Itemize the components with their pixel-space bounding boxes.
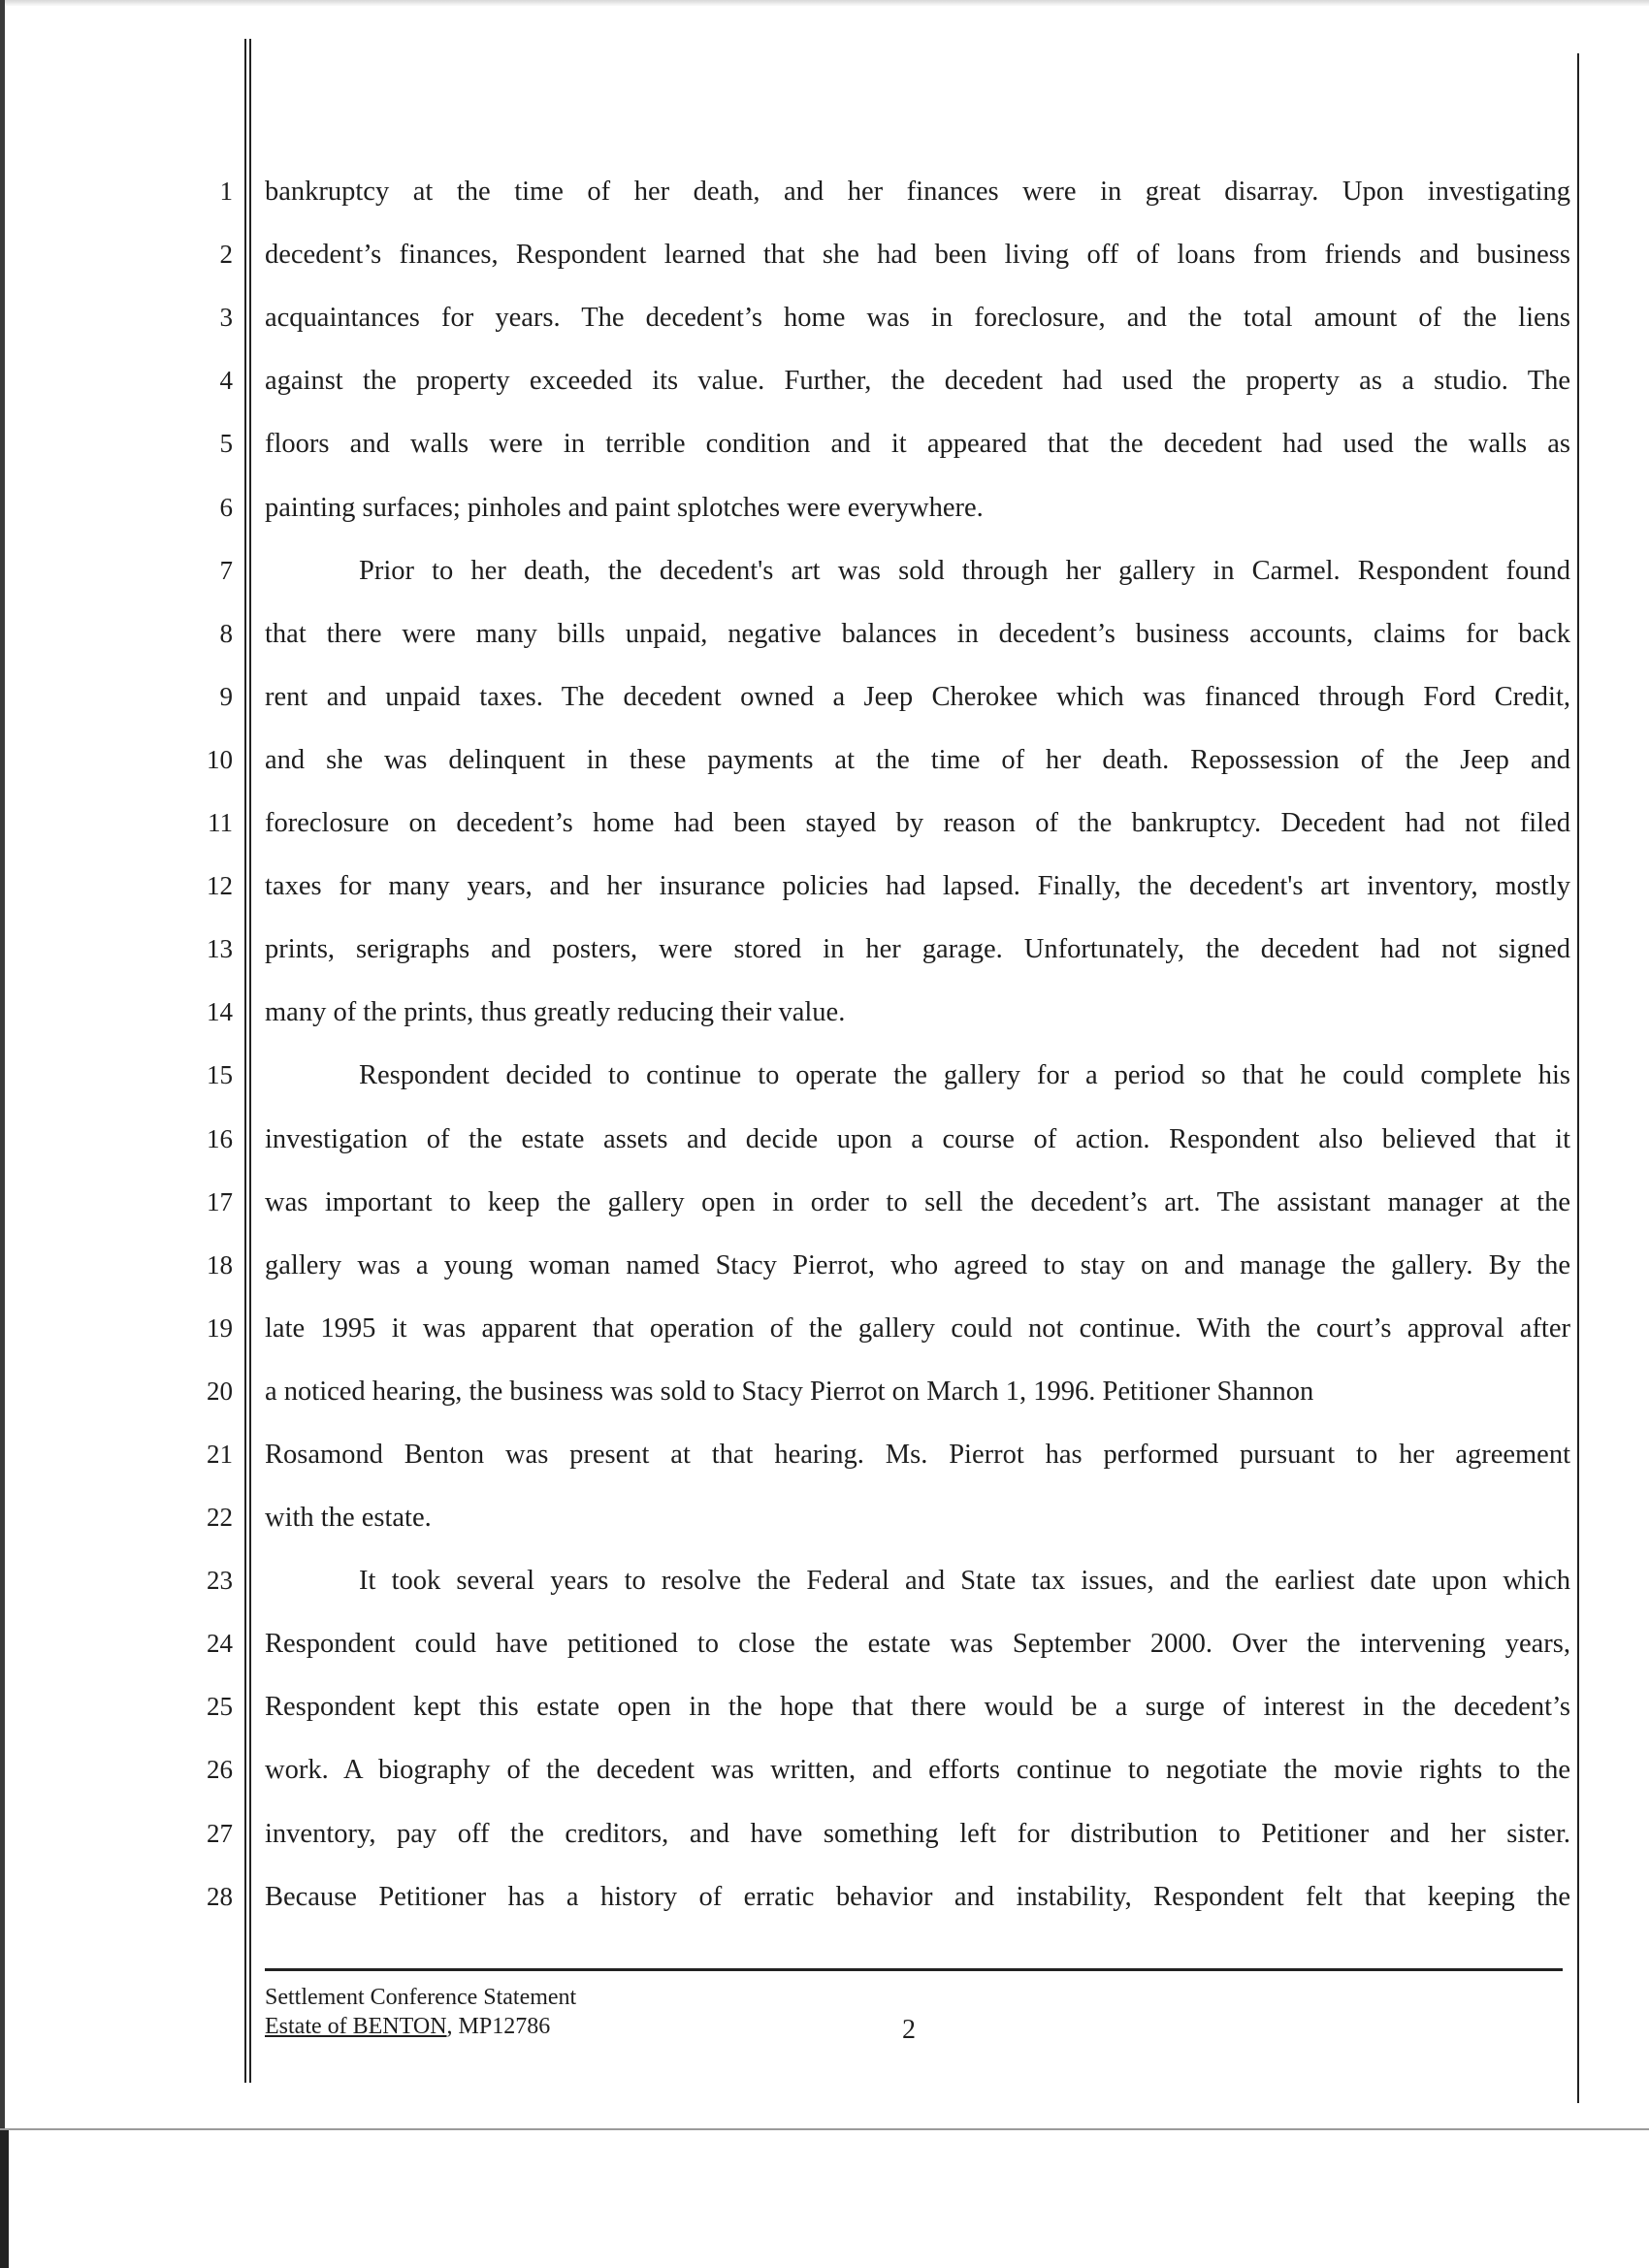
line-number: 6: [219, 493, 233, 522]
pleading-line-text: decedent’s finances, Respondent learned that she had been living off of loans from friends and business: [265, 240, 1570, 270]
line-number: 18: [207, 1250, 233, 1280]
line-number: 28: [207, 1882, 233, 1911]
line-number: 5: [219, 429, 233, 458]
page-number: 2: [902, 2015, 916, 2045]
line-number: 22: [207, 1503, 233, 1532]
line-number: 3: [219, 303, 233, 332]
line-number: 26: [207, 1755, 233, 1784]
scan-page-edge: [0, 2128, 1649, 2130]
pleading-line-text: Respondent decided to continue to operate the gallery for a period so that he could complete his: [359, 1060, 1570, 1090]
pleading-line-text: Prior to her death, the decedent's art was sold through her gallery in Carmel. Respondent found: [359, 556, 1570, 586]
line-number: 24: [207, 1629, 233, 1658]
line-number: 8: [219, 619, 233, 648]
footer-case-caption: [265, 2012, 550, 2041]
pleading-line-text: Respondent kept this estate open in the hope that there would be a surge of interest in the decedent’s: [265, 1692, 1570, 1722]
line-number: 13: [207, 934, 233, 963]
left-margin-double-rule: [244, 39, 251, 2083]
line-number: 12: [207, 871, 233, 900]
pleading-line-text: It took several years to resolve the Federal and State tax issues, and the earliest date upon which: [359, 1566, 1570, 1596]
footer-rule: [265, 1968, 1563, 1971]
pleading-line-text: and she was delinquent in these payments at the time of her death. Repossession of the Jeep and: [265, 745, 1570, 775]
line-number: 10: [207, 745, 233, 774]
pleading-line-text: gallery was a young woman named Stacy Pierrot, who agreed to stay on and manage the gallery. By the: [265, 1250, 1570, 1280]
pleading-line-text: against the property exceeded its value. Further, the decedent had used the property as a studio. The: [265, 366, 1570, 396]
line-number: 7: [219, 556, 233, 585]
pleading-line-text: acquaintances for years. The decedent’s home was in foreclosure, and the total amount of the liens: [265, 303, 1570, 333]
line-number: 1: [219, 177, 233, 206]
pleading-line-text: Rosamond Benton was present at that hearing. Ms. Pierrot has performed pursuant to her agreement: [265, 1440, 1570, 1470]
pleading-line-text: Respondent could have petitioned to close the estate was September 2000. Over the intervening years,: [265, 1629, 1570, 1659]
scan-left-edge: [0, 0, 5, 2129]
scan-top-shadow: [0, 0, 1649, 6]
pleading-line-text: that there were many bills unpaid, negative balances in decedent’s business accounts, claims for back: [265, 619, 1570, 649]
pleading-line-text: investigation of the estate assets and decide upon a course of action. Respondent also believed that it: [265, 1124, 1570, 1154]
line-number: 20: [207, 1377, 233, 1406]
pleading-line-text: was important to keep the gallery open in order to sell the decedent’s art. The assistant manager at the: [265, 1187, 1570, 1217]
line-number: 16: [207, 1124, 233, 1153]
pleading-line-text: floors and walls were in terrible condition and it appeared that the decedent had used the walls as: [265, 429, 1570, 459]
line-number: 14: [207, 997, 233, 1026]
pleading-line-text: inventory, pay off the creditors, and have something left for distribution to Petitioner and her sister.: [265, 1819, 1570, 1849]
line-number: 17: [207, 1187, 233, 1216]
right-margin-rule: [1577, 53, 1579, 2103]
pleading-line-text: late 1995 it was apparent that operation of the gallery could not continue. With the court’s approval after: [265, 1313, 1570, 1344]
pleading-line-text: work. A biography of the decedent was written, and efforts continue to negotiate the movie rights to the: [265, 1755, 1570, 1785]
pleading-line-text: with the estate.: [265, 1503, 432, 1533]
line-number: 21: [207, 1440, 233, 1469]
pleading-line-text: taxes for many years, and her insurance policies had lapsed. Finally, the decedent's art inventory, mostly: [265, 871, 1570, 901]
pleading-line-text: prints, serigraphs and posters, were stored in her garage. Unfortunately, the decedent had not signed: [265, 934, 1570, 964]
footer-case-name: Estate of BENTON: [265, 2014, 447, 2039]
pleading-line-text: bankruptcy at the time of her death, and her finances were in great disarray. Upon investigating: [265, 177, 1570, 207]
line-number: 9: [219, 682, 233, 711]
pleading-line-text: rent and unpaid taxes. The decedent owned a Jeep Cherokee which was financed through Ford Credit,: [265, 682, 1570, 712]
pleading-line-text: Because Petitioner has a history of erratic behavior and instability, Respondent felt that keeping the: [265, 1882, 1570, 1912]
pleading-line-text: a noticed hearing, the business was sold to Stacy Pierrot on March 1, 1996. Petitioner Shannon: [265, 1377, 1314, 1407]
line-number: 27: [207, 1819, 233, 1848]
scan-left-edge-bottom: [0, 2129, 9, 2268]
line-number: 19: [207, 1313, 233, 1343]
footer-document-title: Settlement Conference Statement: [265, 1985, 577, 2010]
footer-case-number: , MP12786: [446, 2014, 551, 2039]
pleading-line-text: many of the prints, thus greatly reducing their value.: [265, 997, 846, 1027]
line-number: 23: [207, 1566, 233, 1595]
line-number: 2: [219, 240, 233, 269]
pleading-line-text: painting surfaces; pinholes and paint splotches were everywhere.: [265, 493, 984, 523]
pleading-line-text: foreclosure on decedent’s home had been stayed by reason of the bankruptcy. Decedent had not filed: [265, 808, 1570, 838]
line-number: 25: [207, 1692, 233, 1721]
line-number: 15: [207, 1060, 233, 1089]
line-number: 11: [208, 808, 233, 837]
line-number: 4: [219, 366, 233, 395]
